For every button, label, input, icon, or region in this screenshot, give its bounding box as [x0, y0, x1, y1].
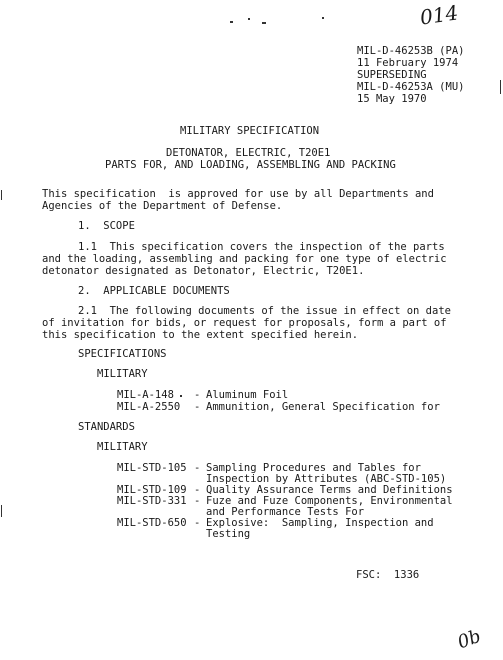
- item-subtitle: PARTS FOR, AND LOADING, ASSEMBLING AND PACKING: [105, 159, 396, 171]
- scan-speck: [230, 21, 233, 23]
- scan-speck: [262, 22, 266, 24]
- doc-code: MIL-STD-650: [117, 517, 187, 529]
- list-heading: SPECIFICATIONS: [78, 348, 167, 360]
- dash: -: [194, 389, 201, 401]
- doc-description: Ammunition, General Specification for: [206, 401, 440, 413]
- superseding-label: SUPERSEDING: [357, 69, 427, 81]
- list-heading: STANDARDS: [78, 421, 135, 433]
- doc-code: MIL-A-148: [117, 389, 174, 401]
- section-heading: 1. SCOPE: [78, 220, 135, 232]
- doc-description-continued: Testing: [206, 528, 251, 540]
- doc-code: MIL-STD-109: [117, 484, 187, 496]
- superseded-doc-number: MIL-D-46253A (MU): [357, 81, 465, 93]
- doc-description-continued: and Performance Tests For: [206, 506, 365, 518]
- section-heading: 2. APPLICABLE DOCUMENTS: [78, 285, 230, 297]
- doc-description-continued: Inspection by Attributes (ABC-STD-105): [206, 473, 447, 485]
- dash: -: [194, 495, 201, 507]
- fsc-code: FSC: 1336: [356, 569, 420, 581]
- doc-description: Sampling Procedures and Tables for: [206, 462, 421, 474]
- list-subheading: MILITARY: [97, 441, 148, 453]
- spec-type-title: MILITARY SPECIFICATION: [180, 125, 320, 137]
- paragraph-line: 1.1 This specification covers the inspection of the parts: [78, 241, 445, 253]
- paragraph-line: this specification to the extent specified herein.: [42, 329, 359, 341]
- doc-description: Aluminum Foil: [206, 389, 289, 401]
- item-title: DETONATOR, ELECTRIC, T20E1: [166, 147, 331, 159]
- scan-speck: [500, 80, 501, 94]
- doc-description: Quality Assurance Terms and Definitions: [206, 484, 453, 496]
- handwritten-bottom-mark: 0b: [454, 625, 484, 654]
- paragraph-line: and the loading, assembling and packing for one type of electric: [42, 253, 447, 265]
- doc-code: MIL-A-2550: [117, 401, 181, 413]
- paragraph-line: 2.1 The following documents of the issue in effect on date: [78, 305, 451, 317]
- dash: -: [194, 484, 201, 496]
- dash: -: [194, 462, 201, 474]
- scan-speck: [322, 17, 324, 19]
- approval-line: This specification is approved for use by all Departments and: [42, 188, 434, 200]
- doc-code: MIL-STD-105: [117, 462, 187, 474]
- scan-speck: [180, 395, 182, 397]
- scan-speck: [1, 190, 2, 200]
- doc-number: MIL-D-46253B (PA): [357, 45, 465, 57]
- paragraph-line: of invitation for bids, or request for proposals, form a part of: [42, 317, 447, 329]
- handwritten-page-mark: 014: [418, 0, 460, 30]
- scan-speck: [248, 18, 250, 20]
- dash: -: [194, 517, 201, 529]
- doc-code: MIL-STD-331: [117, 495, 187, 507]
- doc-description: Fuze and Fuze Components, Environmental: [206, 495, 453, 507]
- scan-speck: [1, 505, 2, 517]
- doc-description: Explosive: Sampling, Inspection and: [206, 517, 434, 529]
- doc-date: 11 February 1974: [357, 57, 459, 69]
- superseded-doc-date: 15 May 1970: [357, 93, 427, 105]
- dash: -: [194, 401, 201, 413]
- approval-line: Agencies of the Department of Defense.: [42, 200, 283, 212]
- list-subheading: MILITARY: [97, 368, 148, 380]
- paragraph-line: detonator designated as Detonator, Electric, T20E1.: [42, 265, 365, 277]
